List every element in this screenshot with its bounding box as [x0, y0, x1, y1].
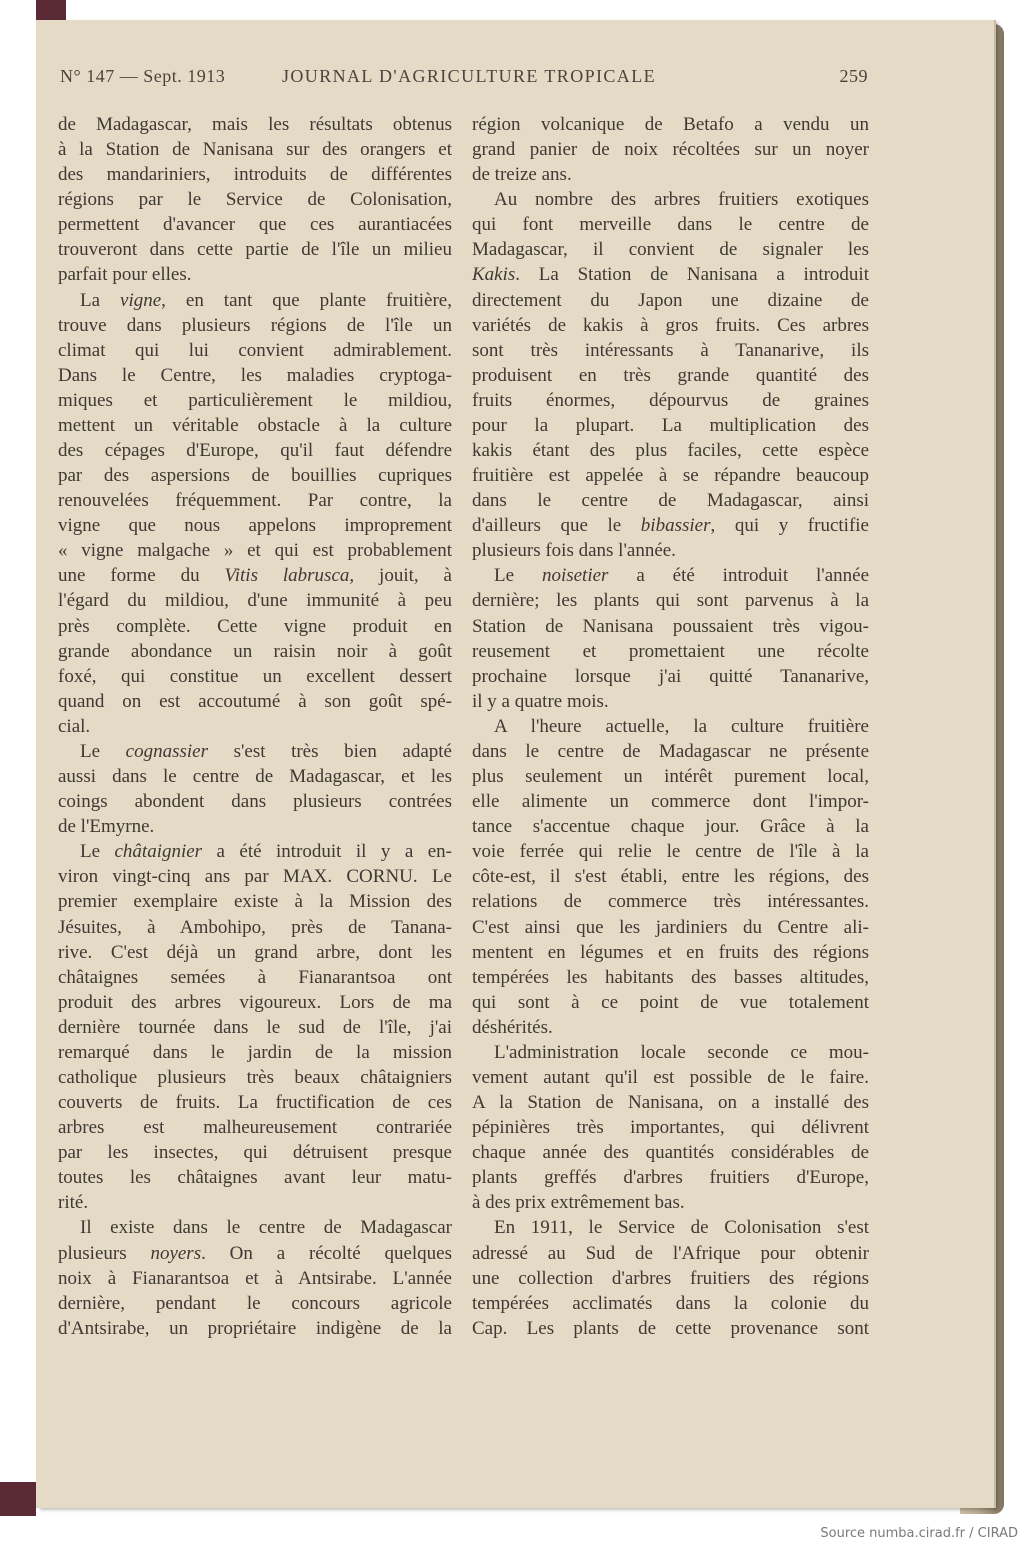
text-line [58, 513, 452, 538]
text-segment: fruits énormes, dépourvus de graines [472, 389, 869, 411]
text-line [472, 739, 869, 764]
text-segment: tempérées les habitants des basses altitudes, [472, 966, 869, 988]
text-line [472, 764, 869, 789]
text-line [472, 1241, 869, 1266]
text-line [472, 714, 869, 739]
text-segment: C'est ainsi que les jardiniers du Centre ali- [472, 916, 869, 938]
text-segment: régions par le Service de Colonisation, [58, 189, 452, 211]
text-line [472, 1015, 869, 1040]
text-segment: à la Station de Nanisana sur des orangers et [58, 139, 452, 161]
text-segment: quand on est accoutumé à son goût spé- [58, 690, 452, 712]
text-line [58, 689, 452, 714]
text-line [472, 1115, 869, 1140]
text-segment: toutes les châtaignes avant leur matu- [58, 1167, 452, 1189]
text-segment: permettent d'avancer que ces aurantiacées [58, 214, 452, 236]
text-segment: climat qui lui convient admirablement. [58, 339, 452, 361]
text-segment: vigne que nous appelons improprement [58, 515, 452, 537]
text-line [58, 789, 452, 814]
text-line [472, 313, 869, 338]
text-segment: produisent en très grande quantité des [472, 364, 869, 386]
text-segment: renouvelées fréquemment. Par contre, la [58, 490, 452, 512]
text-line [58, 1140, 452, 1165]
text-segment: A l'heure actuelle, la culture fruitière [494, 715, 869, 737]
text-line [472, 789, 869, 814]
text-line [58, 438, 452, 463]
text-segment: kakis étant des plus faciles, cette espèce [472, 440, 869, 462]
italic-term: bibassier [640, 515, 711, 537]
text-segment: pour la plupart. La multiplication des [472, 414, 869, 436]
text-line [58, 714, 452, 739]
text-line [58, 764, 452, 789]
text-line [472, 237, 869, 262]
text-line [58, 538, 452, 563]
text-line [58, 413, 452, 438]
text-segment: Le [80, 841, 115, 863]
text-segment: « vigne malgache » et qui est probablement [58, 540, 452, 562]
text-segment: Cap. Les plants de cette provenance sont [472, 1317, 869, 1339]
text-segment: sont très intéressants à Tananarive, ils [472, 339, 869, 361]
text-line [58, 1065, 452, 1090]
text-segment: La [80, 289, 121, 311]
text-segment: des mandariniers, introduits de différentes [58, 164, 452, 186]
text-segment: relations de commerce très intéressantes. [472, 891, 869, 913]
text-line [472, 363, 869, 388]
text-segment: fruitière est appelée à se répandre beaucoup [472, 465, 869, 487]
text-segment: miques et particulièrement le mildiou, [58, 389, 452, 411]
text-segment: plants greffés d'arbres fruitiers d'Europe, [472, 1167, 869, 1189]
text-line [472, 1090, 869, 1115]
text-line [472, 1266, 869, 1291]
text-segment: reusement et promettaient une récolte [472, 640, 869, 662]
text-line [58, 363, 452, 388]
text-segment: . On a récolté quelques [201, 1242, 452, 1264]
text-segment: chaque année des quantités considérables de [472, 1142, 869, 1164]
text-line [58, 739, 452, 764]
text-line [58, 588, 452, 613]
text-segment: plus seulement un intérêt purement local, [472, 766, 869, 788]
text-segment: qui sont à ce point de vue totalement [472, 991, 869, 1013]
text-segment: de l'Emyrne. [58, 816, 155, 838]
text-segment: par les insectes, qui détruisent presque [58, 1142, 452, 1164]
text-segment: pépinières très importantes, qui délivrent [472, 1117, 869, 1139]
text-line [58, 839, 452, 864]
text-line [58, 1090, 452, 1115]
text-segment: rité. [58, 1192, 89, 1214]
italic-term: cognassier [125, 740, 208, 762]
text-line [472, 488, 869, 513]
issue-date: N° 147 — Sept. 1913 [60, 66, 226, 86]
text-segment: l'égard du mildiou, d'une immunité à peu [58, 590, 452, 612]
running-header [60, 66, 868, 92]
text-line [472, 1215, 869, 1240]
text-segment: remarqué dans le jardin de la mission [58, 1041, 452, 1063]
text-line [58, 915, 452, 940]
text-line [472, 614, 869, 639]
text-segment: Le [494, 565, 542, 587]
text-segment: région volcanique de Betafo a vendu un [472, 114, 869, 135]
text-line [472, 915, 869, 940]
text-line [58, 1040, 452, 1065]
text-segment: Au nombre des arbres fruitiers exotiques [494, 189, 869, 211]
text-line [472, 438, 869, 463]
text-line [472, 814, 869, 839]
text-segment: dernière, pendant le concours agricole [58, 1292, 452, 1314]
text-segment: d'Antsirabe, un propriétaire indigène de la [58, 1317, 452, 1339]
text-segment: adressé au Sud de l'Afrique pour obtenir [472, 1242, 869, 1264]
text-line [58, 288, 452, 313]
text-segment: directement du Japon une dizaine de [472, 289, 869, 311]
text-segment: dernière tournée dans le sud de l'île, j'ai [58, 1016, 452, 1038]
text-line [472, 940, 869, 965]
text-line [472, 212, 869, 237]
text-segment: châtaignes semées à Fianarantsoa ont [58, 966, 452, 988]
text-segment: aussi dans le centre de Madagascar, et les [58, 766, 452, 788]
text-line [58, 1291, 452, 1316]
text-line [472, 388, 869, 413]
text-segment: près complète. Cette vigne produit en [58, 615, 452, 637]
text-line [58, 1241, 452, 1266]
text-segment: , jouit, à [349, 565, 452, 587]
text-line [472, 463, 869, 488]
text-segment: , qui y fructifie [710, 515, 869, 537]
text-segment: premier exemplaire existe à la Mission des [58, 891, 452, 913]
text-line [472, 639, 869, 664]
text-line [472, 990, 869, 1015]
text-line [472, 588, 869, 613]
text-line [472, 563, 869, 588]
text-line [472, 965, 869, 990]
text-line [58, 965, 452, 990]
text-segment: dans le centre de Madagascar, ainsi [472, 490, 869, 512]
text-segment: viron vingt-cinq ans par MAX. CORNU. Le [58, 866, 452, 888]
text-segment: foxé, qui constitue un excellent dessert [58, 665, 452, 687]
text-line [58, 212, 452, 237]
text-segment: couverts de fruits. La fructification de ces [58, 1092, 452, 1114]
right-column [472, 112, 869, 1341]
text-segment: trouve dans plusieurs régions de l'île un [58, 314, 452, 336]
text-line [58, 639, 452, 664]
left-column [58, 112, 452, 1341]
text-segment: côte-est, il s'est établi, entre les régions, des [472, 866, 869, 888]
text-line [472, 1316, 869, 1341]
binding-tab [0, 1482, 36, 1516]
text-line [472, 162, 869, 187]
text-line [472, 187, 869, 212]
text-line [472, 1140, 869, 1165]
text-line [472, 538, 869, 563]
text-segment: Madagascar, il convient de signaler les [472, 239, 869, 261]
text-segment: vement autant qu'il est possible de le faire. [472, 1066, 869, 1088]
text-segment: produit des arbres vigoureux. Lors de ma [58, 991, 452, 1013]
text-line [472, 288, 869, 313]
text-segment: Il existe dans le centre de Madagascar [80, 1217, 452, 1239]
text-line [58, 1215, 452, 1240]
text-segment: L'administration locale seconde ce mou- [494, 1041, 869, 1063]
source-credit: Source numba.cirad.fr / CIRAD [820, 1526, 1018, 1541]
text-line [58, 1015, 452, 1040]
text-line [58, 162, 452, 187]
text-segment: une forme du [58, 565, 225, 587]
text-segment: rive. C'est déjà un grand arbre, dont les [58, 941, 452, 963]
text-line [472, 1291, 869, 1316]
text-segment: prochaine lorsque j'ai quitté Tananarive, [472, 665, 869, 687]
text-segment: par des aspersions de bouillies cupriques [58, 465, 452, 487]
text-segment: mentent en légumes et en fruits des régions [472, 941, 869, 963]
text-line [58, 388, 452, 413]
text-line [58, 563, 452, 588]
text-segment: de treize ans. [472, 164, 572, 186]
text-segment: noix à Fianarantsoa et à Antsirabe. L'année [58, 1267, 452, 1289]
text-line [472, 413, 869, 438]
text-line [472, 262, 869, 287]
italic-term: noyers [150, 1242, 202, 1264]
text-segment: a été introduit l'année [608, 565, 869, 587]
text-line [58, 187, 452, 212]
text-line [472, 839, 869, 864]
text-segment: catholique plusieurs très beaux châtaigniers [58, 1066, 452, 1088]
text-segment: voie ferrée qui relie le centre de l'île à la [472, 841, 869, 863]
text-segment: dans le centre de Madagascar ne présente [472, 740, 869, 762]
text-segment: déshérités. [472, 1016, 553, 1038]
text-line [472, 112, 869, 137]
page-number: 259 [839, 66, 868, 86]
text-line [58, 1115, 452, 1140]
text-line [58, 940, 452, 965]
text-line [58, 313, 452, 338]
text-line [58, 137, 452, 162]
text-line [58, 664, 452, 689]
italic-term: Vitis labrusca [224, 565, 350, 587]
text-segment: une collection d'arbres fruitiers des régions [472, 1267, 869, 1289]
italic-term: vigne [120, 289, 162, 311]
text-line [58, 488, 452, 513]
text-line [472, 864, 869, 889]
text-segment: plusieurs fois dans l'année. [472, 540, 676, 562]
text-line [472, 513, 869, 538]
binding-tab [36, 0, 66, 20]
text-line [58, 262, 452, 287]
text-segment: grand panier de noix récoltées sur un noyer [472, 139, 869, 161]
text-segment: d'ailleurs que le [472, 515, 641, 537]
text-segment: En 1911, le Service de Colonisation s'est [494, 1217, 869, 1239]
text-line [472, 1190, 869, 1215]
text-line [58, 1316, 452, 1341]
text-line [472, 889, 869, 914]
text-segment: trouveront dans cette partie de l'île un milieu [58, 239, 452, 261]
text-segment: Le [80, 740, 126, 762]
text-segment: cial. [58, 715, 91, 737]
text-line [58, 864, 452, 889]
text-line [58, 814, 452, 839]
text-segment: a été introduit il y a en- [202, 841, 452, 863]
text-line [472, 1040, 869, 1065]
text-segment: tempérées acclimatés dans la colonie du [472, 1292, 869, 1314]
text-line [58, 1190, 452, 1215]
text-segment: grande abondance un raisin noir à goût [58, 640, 452, 662]
text-line [472, 664, 869, 689]
text-segment: . La Station de Nanisana a introduit [515, 264, 869, 286]
text-segment: à des prix extrêmement bas. [472, 1192, 685, 1214]
text-line [58, 889, 452, 914]
text-line [472, 689, 869, 714]
text-segment: arbres est malheureusement contrariée [58, 1117, 452, 1139]
text-segment: variétés de kakis à gros fruits. Ces arbres [472, 314, 869, 336]
text-line [58, 112, 452, 137]
text-segment: mettent un véritable obstacle à la culture [58, 414, 452, 436]
text-segment: s'est très bien adapté [207, 740, 452, 762]
text-segment: parfait pour elles. [58, 264, 192, 286]
text-segment: , en tant que plante fruitière, [161, 289, 452, 311]
text-line [58, 463, 452, 488]
text-segment: coings abondent dans plusieurs contrées [58, 791, 452, 813]
text-line [58, 990, 452, 1015]
italic-term: Kakis [472, 264, 516, 286]
text-segment: de Madagascar, mais les résultats obtenus [58, 114, 452, 135]
text-segment: plusieurs [58, 1242, 151, 1264]
text-segment: dernière; les plants qui sont parvenus à la [472, 590, 869, 612]
text-line [472, 1065, 869, 1090]
text-segment: Station de Nanisana poussaient très vigou- [472, 615, 869, 637]
text-line [472, 137, 869, 162]
journal-title: JOURNAL D'AGRICULTURE TROPICALE [282, 66, 656, 86]
text-segment: A la Station de Nanisana, on a installé des [472, 1092, 869, 1114]
italic-term: noisetier [541, 565, 609, 587]
text-line [472, 1165, 869, 1190]
text-segment: Jésuites, à Ambohipo, près de Tanana- [58, 916, 452, 938]
text-line [472, 338, 869, 363]
text-line [58, 1266, 452, 1291]
text-segment: Dans le Centre, les maladies cryptoga- [58, 364, 452, 386]
text-segment: elle alimente un commerce dont l'impor- [472, 791, 869, 813]
text-line [58, 237, 452, 262]
text-segment: tance s'accentue chaque jour. Grâce à la [472, 816, 869, 838]
text-line [58, 338, 452, 363]
text-line [58, 1165, 452, 1190]
text-segment: qui font merveille dans le centre de [472, 214, 869, 236]
text-line [58, 614, 452, 639]
italic-term: châtaignier [114, 841, 203, 863]
text-segment: il y a quatre mois. [472, 690, 609, 712]
text-segment: des cépages d'Europe, qu'il faut défendre [58, 440, 452, 462]
